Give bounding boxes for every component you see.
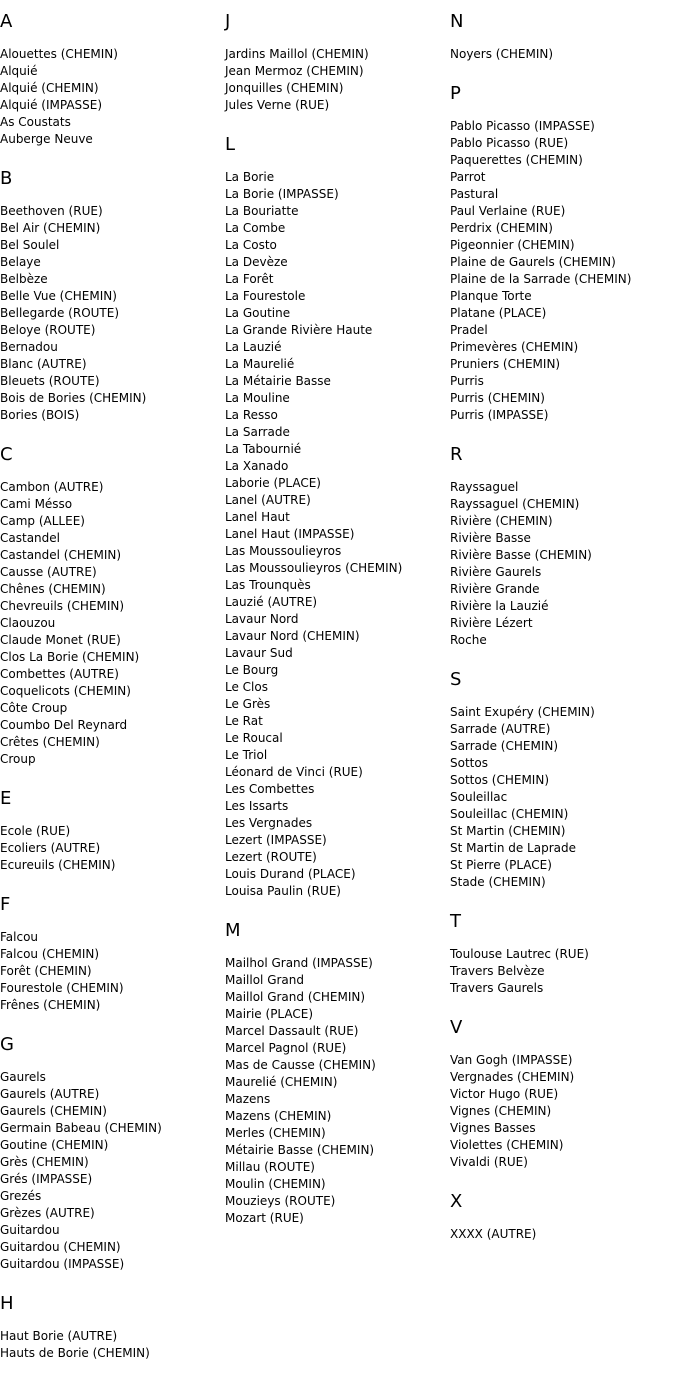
street-item[interactable]: Purris — [450, 374, 484, 388]
street-item[interactable]: Millau (ROUTE) — [225, 1160, 315, 1174]
street-item[interactable]: Le Bourg — [225, 663, 279, 677]
street-item[interactable]: Pigeonnier (CHEMIN) — [450, 238, 575, 252]
letter-heading: L — [225, 134, 236, 155]
street-item[interactable]: Las Moussoulieyros (CHEMIN) — [225, 561, 403, 575]
street-item[interactable]: Souleillac — [450, 790, 508, 804]
street-item[interactable]: La Costo — [225, 238, 277, 252]
street-item[interactable]: Stade (CHEMIN) — [450, 875, 546, 889]
street-item[interactable]: La Xanado — [225, 459, 289, 473]
street-item[interactable]: Jardins Maillol (CHEMIN) — [225, 47, 369, 61]
letter-heading: V — [450, 1017, 463, 1038]
street-item[interactable]: Pradel — [450, 323, 488, 337]
letter-heading: P — [450, 83, 461, 104]
letter-group-n — [450, 12, 672, 63]
street-item[interactable]: Lavaur Nord — [225, 612, 299, 626]
letter-group-p — [450, 84, 672, 424]
street-item[interactable]: Vivaldi (RUE) — [450, 1155, 528, 1169]
street-item[interactable]: Auberge Neuve — [0, 132, 93, 146]
street-item[interactable]: Plaine de Gaurels (CHEMIN) — [450, 255, 616, 269]
street-item[interactable]: Marcel Pagnol (RUE) — [225, 1041, 347, 1055]
letter-group-h — [0, 1294, 222, 1362]
street-item[interactable]: Forêt (CHEMIN) — [0, 964, 92, 978]
street-item[interactable]: Pruniers (CHEMIN) — [450, 357, 561, 371]
street-item[interactable]: Falcou — [0, 930, 39, 944]
street-item[interactable]: Lauzié (AUTRE) — [225, 595, 318, 609]
street-item[interactable]: Ecole (RUE) — [0, 824, 71, 838]
street-item[interactable]: Le Rat — [225, 714, 263, 728]
street-item[interactable]: Bories (BOIS) — [0, 408, 80, 422]
street-item[interactable]: Paul Verlaine (RUE) — [450, 204, 566, 218]
street-item[interactable]: Beloye (ROUTE) — [0, 323, 96, 337]
street-item[interactable]: Jonquilles (CHEMIN) — [225, 81, 344, 95]
street-item[interactable]: Castandel — [0, 531, 60, 545]
street-item[interactable]: Primevères (CHEMIN) — [450, 340, 579, 354]
street-item[interactable]: Croup — [0, 752, 36, 766]
street-item[interactable]: Merles (CHEMIN) — [225, 1126, 326, 1140]
street-item[interactable]: Planque Torte — [450, 289, 532, 303]
street-item[interactable]: Rivière Basse (CHEMIN) — [450, 548, 592, 562]
street-item[interactable]: Sarrade (CHEMIN) — [450, 739, 559, 753]
street-item[interactable]: Coquelicots (CHEMIN) — [0, 684, 131, 698]
letter-heading: A — [0, 11, 13, 32]
street-item[interactable]: Sottos (CHEMIN) — [450, 773, 549, 787]
street-item[interactable]: Las Trounquès — [225, 578, 311, 592]
street-item[interactable]: Van Gogh (IMPASSE) — [450, 1053, 573, 1067]
street-item[interactable]: Parrot — [450, 170, 486, 184]
street-item[interactable]: As Coustats — [0, 115, 71, 129]
street-item[interactable]: La Lauzié — [225, 340, 282, 354]
street-item[interactable]: Gaurels — [0, 1070, 46, 1084]
street-item[interactable]: Claude Monet (RUE) — [0, 633, 121, 647]
street-item[interactable]: Plaine de la Sarrade (CHEMIN) — [450, 272, 632, 286]
street-item[interactable]: Gaurels (CHEMIN) — [0, 1104, 107, 1118]
street-item[interactable]: Grezés — [0, 1189, 42, 1203]
street-item[interactable]: La Grande Rivière Haute — [225, 323, 373, 337]
street-item[interactable]: La Sarrade — [225, 425, 290, 439]
street-item[interactable]: Bernadou — [0, 340, 58, 354]
street-item[interactable]: Purris (CHEMIN) — [450, 391, 545, 405]
street-item[interactable]: Goutine (CHEMIN) — [0, 1138, 109, 1152]
street-item[interactable]: Les Issarts — [225, 799, 289, 813]
street-item[interactable]: Alquié (IMPASSE) — [0, 98, 103, 112]
street-item[interactable]: Mazens — [225, 1092, 271, 1106]
street-item[interactable]: Côte Croup — [0, 701, 68, 715]
street-item[interactable]: Laborie (PLACE) — [225, 476, 321, 490]
street-item[interactable]: Roche — [450, 633, 487, 647]
letter-group-l — [225, 135, 447, 900]
street-item[interactable]: Rivière Grande — [450, 582, 540, 596]
street-column-2 — [225, 12, 447, 1248]
street-item[interactable]: Chênes (CHEMIN) — [0, 582, 106, 596]
street-item[interactable]: La Goutine — [225, 306, 291, 320]
street-item[interactable]: St Pierre (PLACE) — [450, 858, 552, 872]
street-item[interactable]: Grès (CHEMIN) — [0, 1155, 89, 1169]
letter-group-m — [225, 921, 447, 1227]
letter-heading: M — [225, 920, 241, 941]
letter-group-b — [0, 169, 222, 424]
street-item[interactable]: Alquié (CHEMIN) — [0, 81, 99, 95]
letter-group-j — [225, 12, 447, 114]
letter-group-r — [450, 445, 672, 649]
street-item[interactable]: Blanc (AUTRE) — [0, 357, 87, 371]
street-item[interactable]: Mailhol Grand (IMPASSE) — [225, 956, 373, 970]
letter-group-c — [0, 445, 222, 768]
street-item[interactable]: Les Vergnades — [225, 816, 313, 830]
street-item[interactable]: La Devèze — [225, 255, 288, 269]
street-item[interactable]: Mouzieys (ROUTE) — [225, 1194, 336, 1208]
street-item[interactable]: Purris (IMPASSE) — [450, 408, 549, 422]
street-item[interactable]: Perdrix (CHEMIN) — [450, 221, 553, 235]
street-item[interactable]: Maillol Grand — [225, 973, 305, 987]
street-item[interactable]: Violettes (CHEMIN) — [450, 1138, 564, 1152]
street-item[interactable]: Lanel Haut (IMPASSE) — [225, 527, 355, 541]
letter-heading: B — [0, 168, 13, 189]
street-item[interactable]: Pablo Picasso (RUE) — [450, 136, 569, 150]
street-item[interactable]: Rivière Basse — [450, 531, 531, 545]
street-item[interactable]: La Mouline — [225, 391, 290, 405]
street-item[interactable]: Belaye — [0, 255, 41, 269]
street-item[interactable]: Lanel Haut — [225, 510, 290, 524]
street-item[interactable]: Noyers (CHEMIN) — [450, 47, 554, 61]
street-item[interactable]: Paquerettes (CHEMIN) — [450, 153, 583, 167]
street-item[interactable]: Bellegarde (ROUTE) — [0, 306, 120, 320]
street-item[interactable]: Platane (PLACE) — [450, 306, 547, 320]
street-item[interactable]: Léonard de Vinci (RUE) — [225, 765, 363, 779]
street-item[interactable]: La Tabournié — [225, 442, 302, 456]
street-item[interactable]: Frênes (CHEMIN) — [0, 998, 101, 1012]
street-item[interactable]: Cami Mésso — [0, 497, 73, 511]
letter-heading: R — [450, 444, 463, 465]
street-item[interactable]: Germain Babeau (CHEMIN) — [0, 1121, 162, 1135]
street-item[interactable]: Marcel Dassault (RUE) — [225, 1024, 359, 1038]
street-item[interactable]: Guitardou — [0, 1223, 60, 1237]
street-item[interactable]: Guitardou (IMPASSE) — [0, 1257, 125, 1271]
street-item[interactable]: Rayssaguel — [450, 480, 519, 494]
street-item[interactable]: Mas de Causse (CHEMIN) — [225, 1058, 376, 1072]
street-item[interactable]: Mozart (RUE) — [225, 1211, 304, 1225]
street-item[interactable]: Sarrade (AUTRE) — [450, 722, 551, 736]
street-item[interactable]: XXXX (AUTRE) — [450, 1227, 537, 1241]
street-item[interactable]: Pastural — [450, 187, 499, 201]
street-item[interactable]: Vergnades (CHEMIN) — [450, 1070, 575, 1084]
letter-group-e — [0, 789, 222, 874]
street-item[interactable]: St Martin de Laprade — [450, 841, 576, 855]
street-item[interactable]: Clos La Borie (CHEMIN) — [0, 650, 140, 664]
letter-group-s — [450, 670, 672, 891]
street-item[interactable]: Rivière (CHEMIN) — [450, 514, 553, 528]
letter-heading: X — [450, 1191, 463, 1212]
letter-heading: E — [0, 788, 12, 809]
street-item[interactable]: Falcou (CHEMIN) — [0, 947, 100, 961]
letter-group-a — [0, 12, 222, 148]
street-item[interactable]: Castandel (CHEMIN) — [0, 548, 122, 562]
street-item[interactable]: Fourestole (CHEMIN) — [0, 981, 124, 995]
letter-heading: J — [225, 11, 231, 32]
street-item[interactable]: Bois de Bories (CHEMIN) — [0, 391, 147, 405]
letter-heading: C — [0, 444, 13, 465]
street-item[interactable]: St Martin (CHEMIN) — [450, 824, 566, 838]
street-item[interactable]: Lavaur Nord (CHEMIN) — [225, 629, 360, 643]
street-item[interactable]: Jules Verne (RUE) — [225, 98, 330, 112]
street-item[interactable]: Ecureuils (CHEMIN) — [0, 858, 116, 872]
letter-heading: H — [0, 1293, 14, 1314]
street-item[interactable]: Cambon (AUTRE) — [0, 480, 104, 494]
street-item[interactable]: La Combe — [225, 221, 286, 235]
street-column-1 — [0, 12, 222, 1383]
street-item[interactable]: Souleillac (CHEMIN) — [450, 807, 569, 821]
street-item[interactable]: La Métairie Basse — [225, 374, 331, 388]
street-column-3 — [450, 12, 672, 1264]
street-item[interactable]: La Fourestole — [225, 289, 306, 303]
letter-heading: N — [450, 11, 464, 32]
street-item[interactable]: Les Combettes — [225, 782, 315, 796]
street-item[interactable]: Moulin (CHEMIN) — [225, 1177, 326, 1191]
street-item[interactable]: Lanel (AUTRE) — [225, 493, 311, 507]
street-item[interactable]: La Forêt — [225, 272, 274, 286]
letter-group-v — [450, 1018, 672, 1171]
letter-group-x — [450, 1192, 672, 1243]
street-item[interactable]: La Maurelié — [225, 357, 295, 371]
street-item[interactable]: Saint Exupéry (CHEMIN) — [450, 705, 595, 719]
street-item[interactable]: Belle Vue (CHEMIN) — [0, 289, 117, 303]
street-item[interactable]: Belbèze — [0, 272, 48, 286]
street-item[interactable]: Hauts de Borie (CHEMIN) — [0, 1346, 150, 1360]
letter-heading: G — [0, 1034, 14, 1055]
street-item[interactable]: Rivière Gaurels — [450, 565, 542, 579]
street-item[interactable]: Bleuets (ROUTE) — [0, 374, 100, 388]
street-item[interactable]: Ecoliers (AUTRE) — [0, 841, 101, 855]
street-item[interactable]: Sottos — [450, 756, 488, 770]
street-item[interactable]: Jean Mermoz (CHEMIN) — [225, 64, 364, 78]
street-item[interactable]: Grèzes (AUTRE) — [0, 1206, 95, 1220]
street-item[interactable]: Louisa Paulin (RUE) — [225, 884, 341, 898]
street-item[interactable]: La Bouriatte — [225, 204, 299, 218]
street-item[interactable]: Le Triol — [225, 748, 268, 762]
street-item[interactable]: Coumbo Del Reynard — [0, 718, 128, 732]
street-item[interactable]: Louis Durand (PLACE) — [225, 867, 356, 881]
street-item[interactable]: Le Grès — [225, 697, 271, 711]
street-item[interactable]: Toulouse Lautrec (RUE) — [450, 947, 589, 961]
street-item[interactable]: Lezert (ROUTE) — [225, 850, 317, 864]
street-item[interactable]: Beethoven (RUE) — [0, 204, 103, 218]
street-item[interactable]: Vignes Basses — [450, 1121, 536, 1135]
street-item[interactable]: Victor Hugo (RUE) — [450, 1087, 559, 1101]
street-item[interactable]: Lavaur Sud — [225, 646, 293, 660]
street-item[interactable]: Le Roucal — [225, 731, 283, 745]
street-item[interactable]: Las Moussoulieyros — [225, 544, 342, 558]
letter-group-t — [450, 912, 672, 997]
street-item[interactable]: Haut Borie (AUTRE) — [0, 1329, 118, 1343]
street-item[interactable]: Gaurels (AUTRE) — [0, 1087, 100, 1101]
street-item[interactable]: Lezert (IMPASSE) — [225, 833, 327, 847]
letter-heading: S — [450, 669, 462, 690]
street-item[interactable]: Rayssaguel (CHEMIN) — [450, 497, 580, 511]
street-item[interactable]: La Borie — [225, 170, 275, 184]
street-item[interactable]: Bel Soulel — [0, 238, 60, 252]
street-item[interactable]: Travers Belvèze — [450, 964, 545, 978]
street-item[interactable]: Vignes (CHEMIN) — [450, 1104, 552, 1118]
street-item[interactable]: La Resso — [225, 408, 278, 422]
street-item[interactable]: Maurelié (CHEMIN) — [225, 1075, 338, 1089]
street-item[interactable]: Mazens (CHEMIN) — [225, 1109, 332, 1123]
street-item[interactable]: Pablo Picasso (IMPASSE) — [450, 119, 595, 133]
letter-group-g — [0, 1035, 222, 1273]
street-item[interactable]: Bel Air (CHEMIN) — [0, 221, 101, 235]
street-item[interactable]: Alouettes (CHEMIN) — [0, 47, 118, 61]
street-item[interactable]: La Borie (IMPASSE) — [225, 187, 339, 201]
street-item[interactable]: Mairie (PLACE) — [225, 1007, 314, 1021]
street-item[interactable]: Crêtes (CHEMIN) — [0, 735, 100, 749]
street-item[interactable]: Travers Gaurels — [450, 981, 544, 995]
letter-group-f — [0, 895, 222, 1014]
street-item[interactable]: Rivière Lézert — [450, 616, 533, 630]
letter-heading: F — [0, 894, 11, 915]
street-item[interactable]: Métairie Basse (CHEMIN) — [225, 1143, 375, 1157]
letter-heading: T — [450, 911, 461, 932]
street-item[interactable]: Guitardou (CHEMIN) — [0, 1240, 121, 1254]
street-item[interactable]: Combettes (AUTRE) — [0, 667, 119, 681]
street-item[interactable]: Camp (ALLEE) — [0, 514, 85, 528]
street-item[interactable]: Rivière la Lauzié — [450, 599, 549, 613]
street-item[interactable]: Le Clos — [225, 680, 268, 694]
street-item[interactable]: Grés (IMPASSE) — [0, 1172, 93, 1186]
street-item[interactable]: Alquié — [0, 64, 38, 78]
street-item[interactable]: Causse (AUTRE) — [0, 565, 97, 579]
street-item[interactable]: Chevreuils (CHEMIN) — [0, 599, 125, 613]
street-item[interactable]: Maillol Grand (CHEMIN) — [225, 990, 366, 1004]
street-item[interactable]: Claouzou — [0, 616, 56, 630]
